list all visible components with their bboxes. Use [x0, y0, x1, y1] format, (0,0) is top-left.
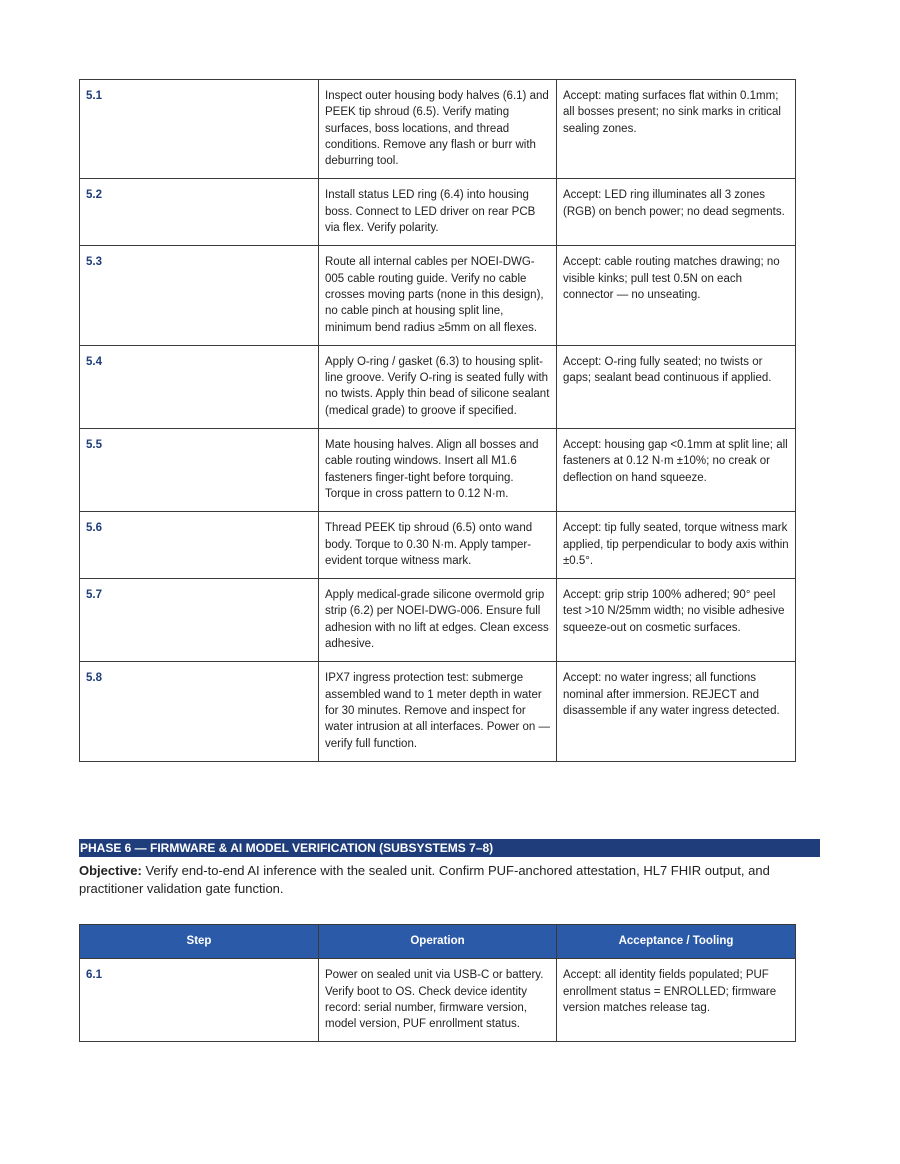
step-number: 5.5	[80, 429, 319, 512]
table-row	[80, 512, 796, 579]
acceptance-cell: Accept: housing gap <0.1mm at split line; all fasteners at 0.12 N·m ±10%; no creak or deflection on hand squeeze.	[557, 429, 796, 512]
table-row	[80, 429, 796, 512]
operation-cell: Thread PEEK tip shroud (6.5) onto wand body. Torque to 0.30 N·m. Apply tamper-evident torque witness mark.	[319, 512, 557, 579]
procedure-table-phase5	[79, 79, 796, 762]
column-header-step: Step	[80, 925, 319, 959]
table-row	[80, 662, 796, 761]
operation-cell: Route all internal cables per NOEI-DWG-005 cable routing guide. Verify no cable crosses moving parts (none in this design), no cable pinch at housing split line, minimum bend radius ≥5mm on all flexes.	[319, 246, 557, 345]
operation-cell: Apply O-ring / gasket (6.3) to housing split-line groove. Verify O-ring is seated fully with no twists. Apply thin bead of silicone sealant (medical grade) to groove if specified.	[319, 345, 557, 428]
step-number: 5.6	[80, 512, 319, 579]
operation-cell: Apply medical-grade silicone overmold grip strip (6.2) per NOEI-DWG-006. Ensure full adhesion with no lift at edges. Clean excess adhesive.	[319, 579, 557, 662]
step-number: 5.4	[80, 345, 319, 428]
acceptance-cell: Accept: mating surfaces flat within 0.1mm; all bosses present; no sink marks in critical sealing zones.	[557, 80, 796, 179]
table-row	[80, 579, 796, 662]
acceptance-cell: Accept: O-ring fully seated; no twists or gaps; sealant bead continuous if applied.	[557, 345, 796, 428]
acceptance-cell: Accept: grip strip 100% adhered; 90° peel test >10 N/25mm width; no visible adhesive squeeze-out on cosmetic surfaces.	[557, 579, 796, 662]
operation-cell: Mate housing halves. Align all bosses and cable routing windows. Insert all M1.6 fasteners finger-tight before torquing. Torque in cross pattern to 0.12 N·m.	[319, 429, 557, 512]
operation-cell: Install status LED ring (6.4) into housing boss. Connect to LED driver on rear PCB via flex. Verify polarity.	[319, 179, 557, 246]
step-number: 5.7	[80, 579, 319, 662]
step-number: 5.8	[80, 662, 319, 761]
acceptance-cell: Accept: no water ingress; all functions nominal after immersion. REJECT and disassemble if any water ingress detected.	[557, 662, 796, 761]
table-header-row	[80, 925, 796, 959]
table-row	[80, 345, 796, 428]
step-number: 5.2	[80, 179, 319, 246]
operation-cell: Inspect outer housing body halves (6.1) and PEEK tip shroud (6.5). Verify mating surfaces, boss locations, and thread conditions. Remove any flash or burr with deburring tool.	[319, 80, 557, 179]
procedure-table-phase6	[79, 924, 796, 1042]
objective-label: Objective:	[79, 863, 142, 878]
phase-heading: PHASE 6 — FIRMWARE & AI MODEL VERIFICATION (SUBSYSTEMS 7–8)	[79, 839, 820, 857]
operation-cell: Power on sealed unit via USB-C or battery. Verify boot to OS. Check device identity record: serial number, firmware version, model version, PUF enrollment status.	[319, 959, 557, 1042]
objective-text: Verify end-to-end AI inference with the sealed unit. Confirm PUF-anchored attestation, HL7 FHIR output, and practitioner validation gate function.	[79, 863, 770, 896]
column-header-operation: Operation	[319, 925, 557, 959]
table-row	[80, 179, 796, 246]
step-number: 6.1	[80, 959, 319, 1042]
table-row	[80, 959, 796, 1042]
table-row	[80, 80, 796, 179]
acceptance-cell: Accept: tip fully seated, torque witness mark applied, tip perpendicular to body axis within ±0.5°.	[557, 512, 796, 579]
objective-paragraph	[79, 862, 809, 898]
column-header-acceptance: Acceptance / Tooling	[557, 925, 796, 959]
step-number: 5.3	[80, 246, 319, 345]
step-number: 5.1	[80, 80, 319, 179]
table-row	[80, 246, 796, 345]
acceptance-cell: Accept: cable routing matches drawing; no visible kinks; pull test 0.5N on each connector — no unseating.	[557, 246, 796, 345]
acceptance-cell: Accept: LED ring illuminates all 3 zones (RGB) on bench power; no dead segments.	[557, 179, 796, 246]
operation-cell: IPX7 ingress protection test: submerge assembled wand to 1 meter depth in water for 30 minutes. Remove and inspect for water intrusion at all interfaces. Power on — verify full function.	[319, 662, 557, 761]
acceptance-cell: Accept: all identity fields populated; PUF enrollment status = ENROLLED; firmware version matches release tag.	[557, 959, 796, 1042]
